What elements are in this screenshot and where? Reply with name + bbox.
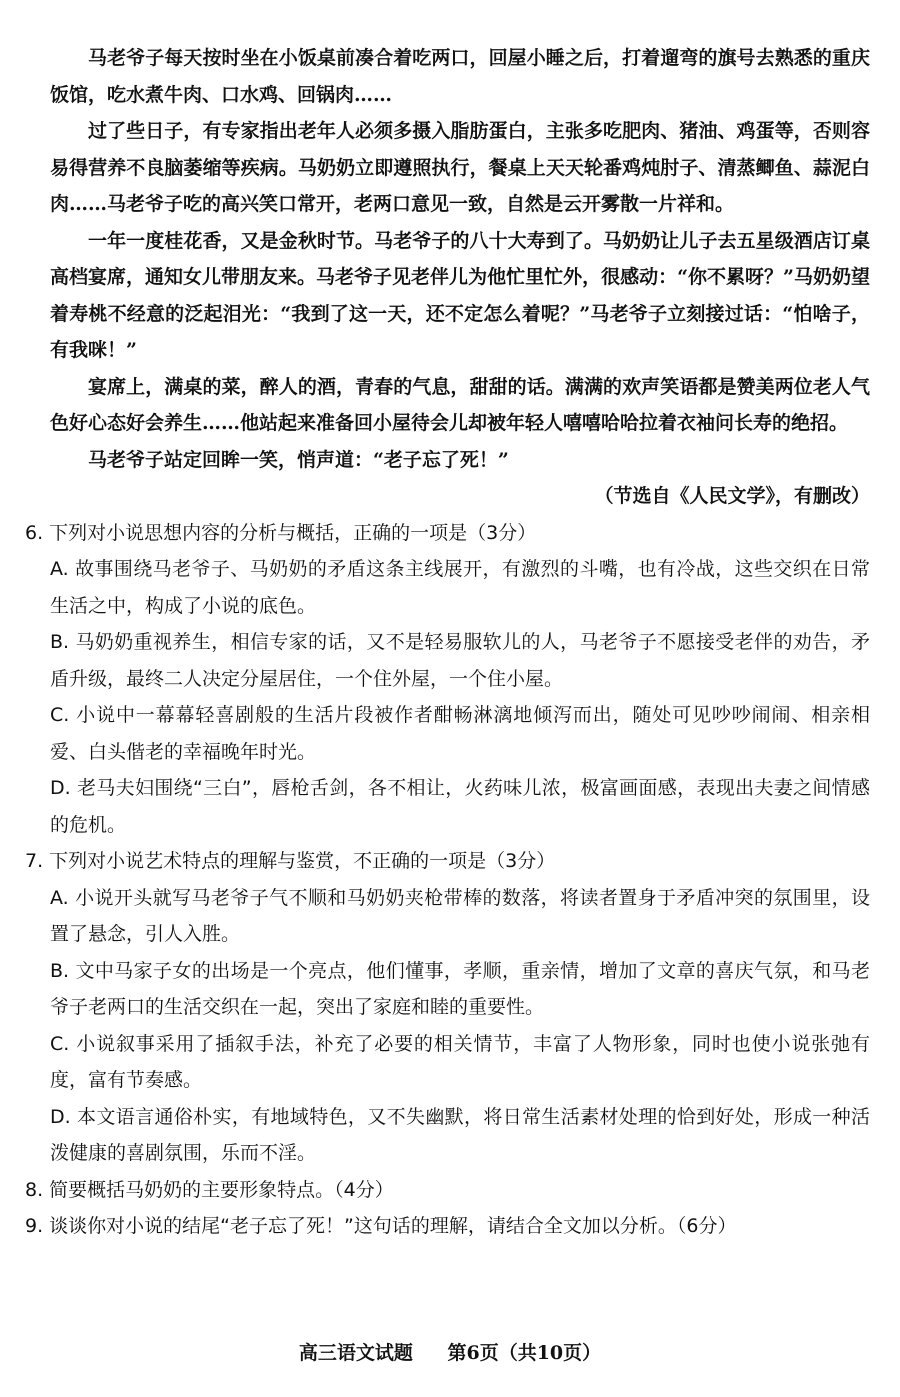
question-9 xyxy=(25,1208,870,1245)
passage-paragraph-3: 一年一度桂花香，又是金秋时节。马老爷子的八十大寿到了。马奶奶让儿子去五星级酒店订桌高档宴席，通知女儿带朋友来。马老爷子见老伴儿为他忙里忙外，很感动：“你不累呀？”马奶奶望着寿桃不经意的泛起泪光：“我到了这一天，还不定怎么着呢？”马老爷子立刻接过话：“怕啥子，有我咪！” xyxy=(50,229,870,361)
question-7-stem: 7. 下列对小说艺术特点的理解与鉴赏，不正确的一项是（3分） xyxy=(25,850,556,872)
footer-page-number: 第6页（共10页） xyxy=(447,1342,602,1364)
question-7-option-a: A. 小说开头就写马老爷子气不顺和马奶奶夹枪带棒的数落，将读者置身于矛盾冲突的氛围里，设置了悬念，引人入胜。 xyxy=(50,886,870,945)
question-8 xyxy=(25,1172,870,1209)
question-9-stem: 9. 谈谈你对小说的结尾“老子忘了死！”这句话的理解，请结合全文加以分析。（6分） xyxy=(25,1215,737,1237)
passage-paragraph-4: 宴席上，满桌的菜，醉人的酒，青春的气息，甜甜的话。满满的欢声笑语都是赞美两位老人气色好心态好会养生……他站起来准备回小屋待会儿却被年轻人嘻嘻哈哈拉着衣袖问长寿的绝招。 xyxy=(50,375,870,434)
footer-subject: 高三语文试题 xyxy=(298,1342,413,1364)
question-6-option-a: A. 故事围绕马老爷子、马奶奶的矛盾这条主线展开，有激烈的斗嘴，也有冷战，这些交织在日常生活之中，构成了小说的底色。 xyxy=(50,558,870,617)
question-6-option-b: B. 马奶奶重视养生，相信专家的话，又不是轻易服软儿的人，马老爷子不愿接受老伴的劝告，矛盾升级，最终二人决定分屋居住，一个住外屋，一个住小屋。 xyxy=(50,631,870,690)
question-6-option-d: D. 老马夫妇围绕“三白”，唇枪舌剑，各不相让，火药味儿浓，极富画面感，表现出夫妻之间情感的危机。 xyxy=(50,777,870,836)
passage-paragraph-5: 马老爷子站定回眸一笑，悄声道：“老子忘了死！” xyxy=(88,448,509,471)
question-6 xyxy=(25,515,870,844)
reading-passage xyxy=(50,40,870,515)
question-7-option-c: C. 小说叙事采用了插叙手法，补充了必要的相关情节，丰富了人物形象，同时也使小说张弛有度，富有节奏感。 xyxy=(50,1032,870,1091)
question-7 xyxy=(25,843,870,1172)
question-list xyxy=(25,515,870,1245)
question-6-option-c: C. 小说中一幕幕轻喜剧般的生活片段被作者酣畅淋漓地倾泻而出，随处可见吵吵闹闹、相亲相爱、白头偕老的幸福晚年时光。 xyxy=(50,704,870,763)
passage-source: （节选自《人民文学》，有删改） xyxy=(594,485,870,507)
question-8-stem: 8. 简要概括马奶奶的主要形象特点。（4分） xyxy=(25,1178,394,1201)
question-6-stem: 6. 下列对小说思想内容的分析与概括，正确的一项是（3分） xyxy=(25,521,537,544)
question-7-option-b: B. 文中马家子女的出场是一个亮点，他们懂事，孝顺，重亲情，增加了文章的喜庆气氛，和马老爷子老两口的生活交织在一起，突出了家庭和睦的重要性。 xyxy=(50,959,870,1018)
page-footer xyxy=(0,1338,900,1365)
question-7-option-d: D. 本文语言通俗朴实，有地域特色，又不失幽默，将日常生活素材处理的恰到好处，形成一种活泼健康的喜剧氛围，乐而不淫。 xyxy=(50,1105,870,1164)
passage-paragraph-1: 马老爷子每天按时坐在小饭桌前凑合着吃两口，回屋小睡之后，打着遛弯的旗号去熟悉的重庆饭馆，吃水煮牛肉、口水鸡、回锅肉…… xyxy=(50,47,870,106)
passage-paragraph-2: 过了些日子，有专家指出老年人必须多摄入脂肪蛋白，主张多吃肥肉、猪油、鸡蛋等，否则容易得营养不良脑萎缩等疾病。马奶奶立即遵照执行，餐桌上天天轮番鸡炖肘子、清蒸鲫鱼、蒜泥白肉……马老爷子吃的高兴笑口常开，老两口意见一致，自然是云开雾散一片祥和。 xyxy=(50,120,870,215)
